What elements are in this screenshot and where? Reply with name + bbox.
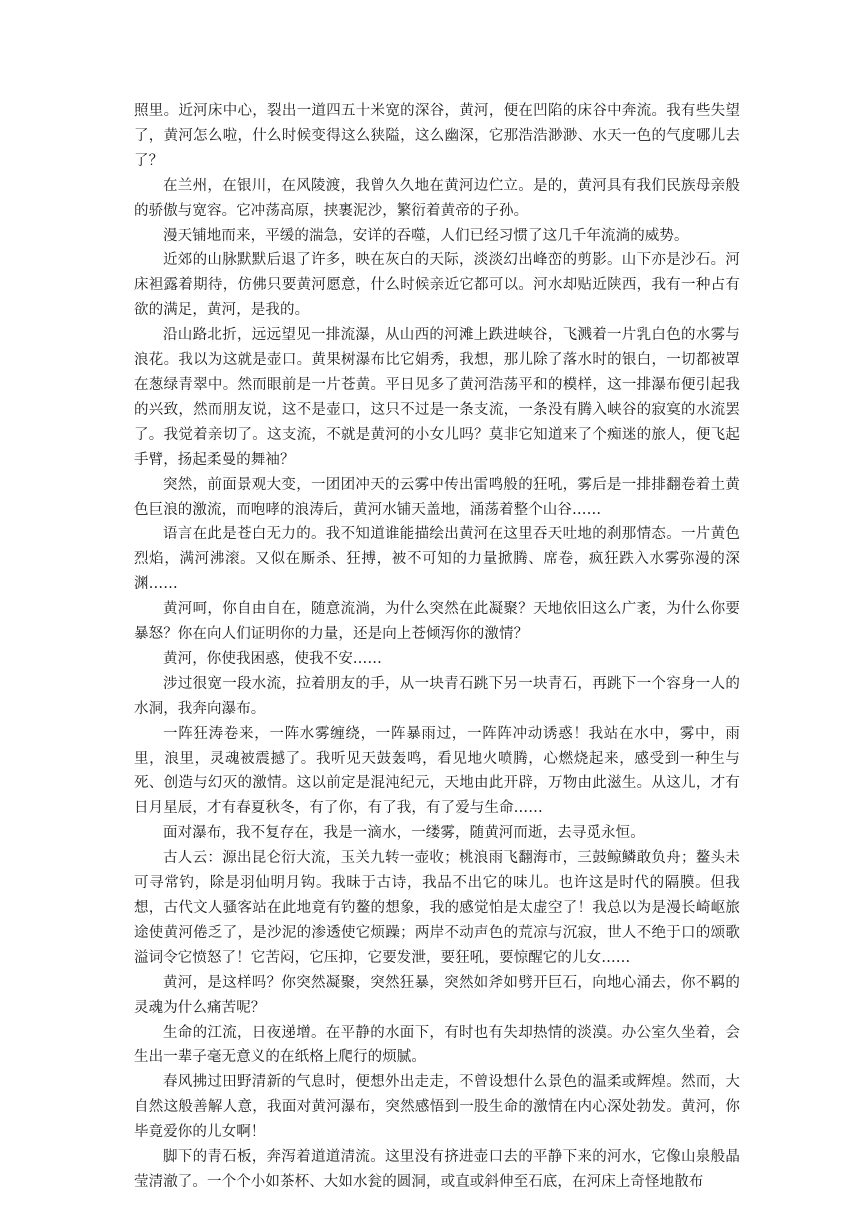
paragraph: 在兰州，在银川，在风陵渡，我曾久久地在黄河边伫立。是的，黄河具有我们民族母亲般的骄傲与宽容。它冲荡高原，挟裹泥沙，繁衍着黄帝的子孙。 xyxy=(134,177,740,219)
paragraph: 面对瀑布，我不复存在，我是一滴水，一缕雾，随黄河而逝，去寻觅永恒。 xyxy=(163,825,645,842)
paragraph: 语言在此是苍白无力的。我不知道谁能描绘出黄河在这里吞天吐地的刹那情态。一片黄色烈焰，满河沸滚。又似在厮杀、狂搏，被不可知的力量掀腾、席卷，疯狂跌入水雾弥漫的深渊…… xyxy=(134,526,740,593)
paragraph: 黄河，你使我困惑，使我不安…… xyxy=(163,650,382,667)
paragraph: 黄河呵，你自由自在，随意流淌，为什么突然在此凝聚？天地依旧这么广袤，为什么你要暴怒？你在向人们证明你的力量，还是向上苍倾泻你的激情？ xyxy=(134,601,740,643)
paragraph: 涉过很宽一段水流，拉着朋友的手，从一块青石跳下另一块青石，再跳下一个容身一人的水洞，我奔向瀑布。 xyxy=(134,675,740,717)
paragraph: 漫天铺地而来，平缓的湍急，安详的吞噬，人们已经习惯了这几千年流淌的威势。 xyxy=(163,227,689,244)
paragraph: 古人云：源出昆仑衍大流，玉关九转一壶收；桃浪雨飞翻海市，三鼓鲸鳞敢负舟；鳌头未可寻常钓，除是羽仙明月钩。我昧于古诗，我品不出它的味儿。也许这是时代的隔膜。但我想，古代文人骚客站在此地竟有钓鳌的想象，我的感觉怕是太虚空了！我总以为是漫长崎岖旅途使黄河倦乏了，是沙泥的渗透使它烦躁；两岸不动声色的荒凉与沉寂，世人不绝于口的颂歌溢词令它愤怒了！它苦闷，它压抑，它要发泄，要狂吼，要惊醒它的儿女…… xyxy=(134,850,740,966)
paragraph: 沿山路北折，远远望见一排流瀑，从山西的河滩上跌进峡谷，飞溅着一片乳白色的水雾与浪花。我以为这就是壶口。黄果树瀑布比它娟秀，我想，那儿除了落水时的银白，一切都被罩在葱绿青翠中。然而眼前是一片苍黄。平日见多了黄河浩荡平和的模样，这一排瀑布便引起我的兴致，然而朋友说，这不是壶口，这只不过是一条支流，一条没有腾入峡谷的寂寞的水流罢了。我觉着亲切了。这支流，不就是黄河的小女儿吗？莫非它知道来了个痴迷的旅人，便飞起手臂，扬起柔曼的舞袖？ xyxy=(134,327,740,468)
paragraph: 照里。近河床中心，裂出一道四五十米宽的深谷，黄河，便在凹陷的床谷中奔流。我有些失望了，黄河怎么啦，什么时候变得这么狭隘，这么幽深，它那浩浩渺渺、水天一色的气度哪儿去了？ xyxy=(134,103,740,169)
paragraph: 脚下的青石板，奔泻着道道清流。这里没有挤进壶口去的平静下来的河水，它像山泉般晶莹清澈了。一个个小如茶杯、大如水瓮的圆洞，或直或斜伸至石底，在河床上奇怪地散布 xyxy=(134,1149,740,1190)
paragraph: 黄河，是这样吗？你突然凝聚，突然狂暴，突然如斧如劈开巨石，向地心涌去，你不羁的灵魂为什么痛苦呢？ xyxy=(134,974,740,1016)
paragraph: 一阵狂涛卷来，一阵水雾缠绕，一阵暴雨过，一阵阵冲动诱惑！我站在水中，雾中，雨里，浪里，灵魂被震撼了。我听见天鼓轰鸣，看见地火喷腾，心燃烧起来，感受到一种生与死、创造与幻灭的激情。这以前定是混沌纪元，天地由此开辟，万物由此滋生。从这儿，才有日月星辰，才有春夏秋冬，有了你，有了我，有了爱与生命…… xyxy=(134,725,740,817)
paragraph: 突然，前面景观大变，一团团冲天的云雾中传出雷鸣般的狂吼，雾后是一排排翻卷着土黄色巨浪的激流，而咆哮的浪涛后，黄河水铺天盖地，涌荡着整个山谷…… xyxy=(134,476,740,518)
article-body xyxy=(134,99,740,1195)
paragraph: 生命的江流，日夜递增。在平静的水面下，有时也有失却热情的淡漠。办公室久坐着，会生出一辈子毫无意义的在纸格上爬行的烦腻。 xyxy=(134,1024,740,1066)
paragraph: 春风拂过田野清新的气息时，便想外出走走，不曾设想什么景色的温柔或辉煌。然而，大自然这般善解人意，我面对黄河瀑布，突然感悟到一股生命的激情在内心深处勃发。黄河，你毕竟爱你的儿女啊！ xyxy=(134,1074,740,1141)
paragraph: 近郊的山脉默默后退了许多，映在灰白的天际，淡淡幻出峰峦的剪影。山下亦是沙石。河床袒露着期待，仿佛只要黄河愿意，什么时候亲近它都可以。河水却贴近陕西，我有一种占有欲的满足，黄河，是我的。 xyxy=(134,252,740,319)
